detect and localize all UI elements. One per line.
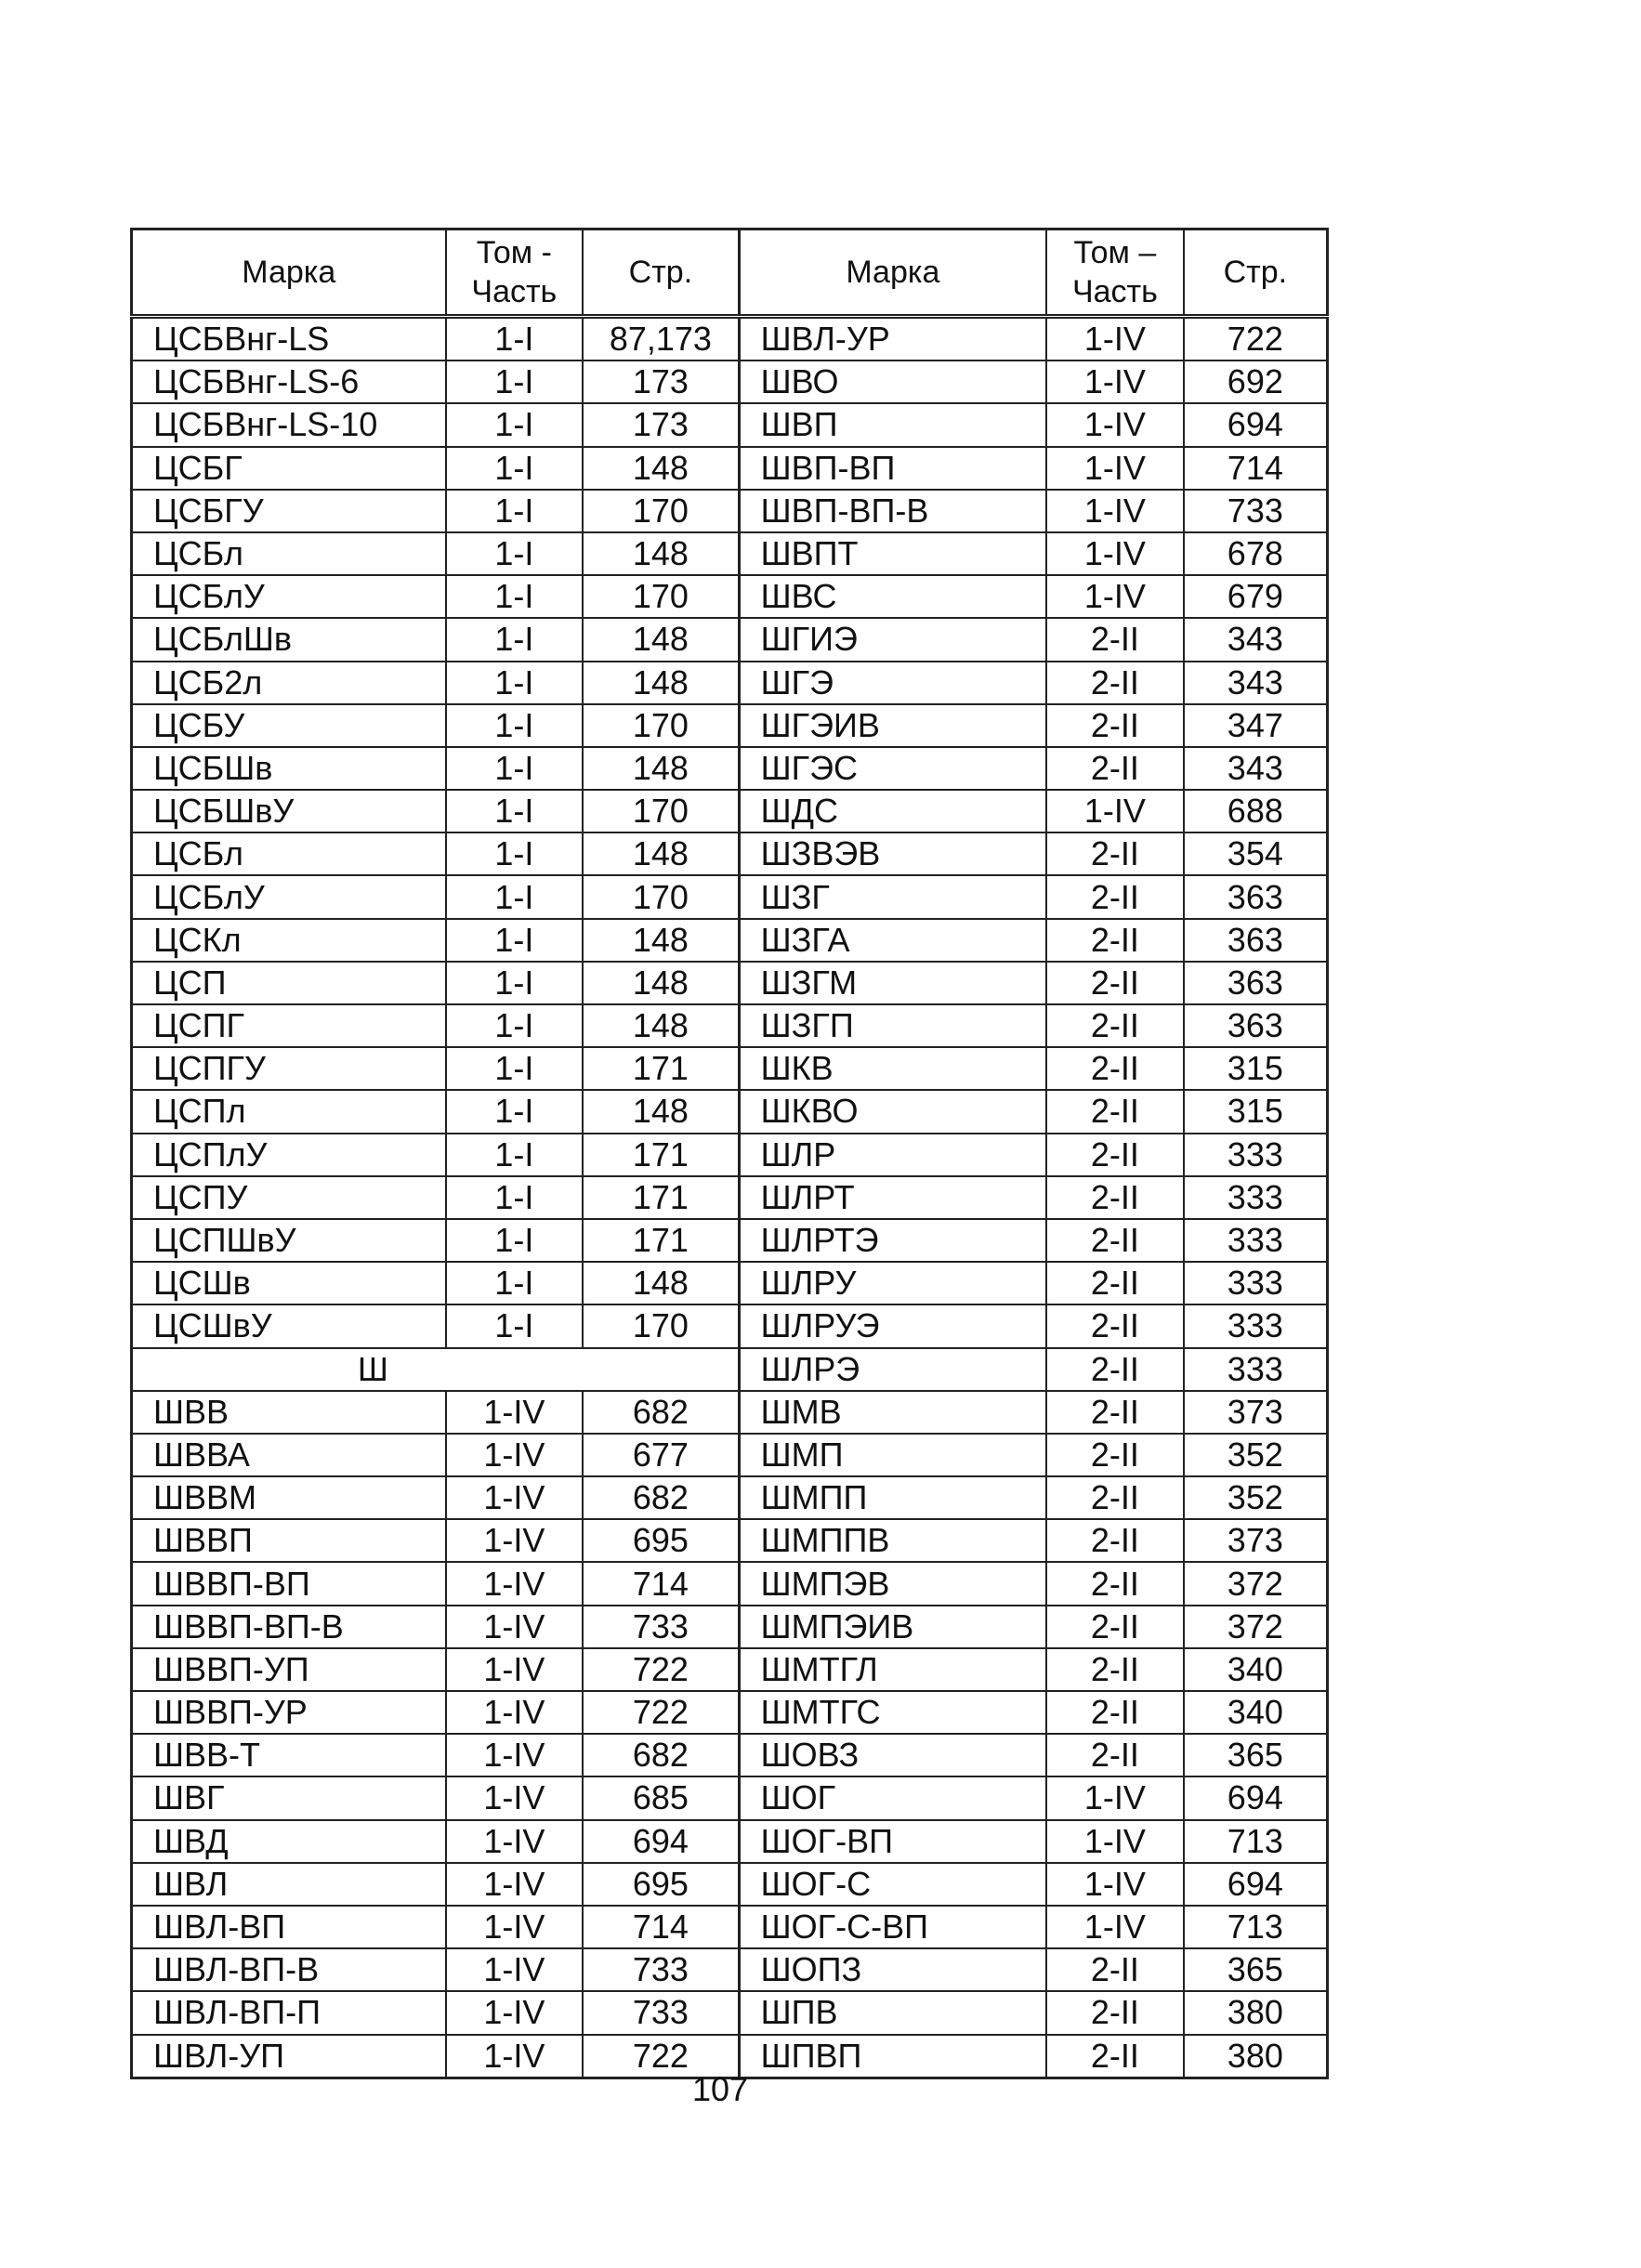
table-row	[132, 361, 1328, 403]
header-mark-left: Марка	[132, 229, 446, 317]
right-mark-cell: ШЗГП	[739, 1004, 1046, 1047]
left-mark-cell: ЦСП	[132, 962, 446, 1004]
right-page-cell: 340	[1184, 1648, 1328, 1691]
right-page-cell: 380	[1184, 1991, 1328, 2034]
left-mark-cell: ШВВП	[132, 1519, 446, 1562]
table-row	[132, 875, 1328, 918]
right-page-cell: 315	[1184, 1090, 1328, 1133]
right-volume-cell: 1-IV	[1046, 532, 1184, 575]
right-mark-cell: ШГЭС	[739, 747, 1046, 790]
left-page-cell: 682	[583, 1391, 739, 1434]
left-volume-cell: 1-I	[446, 875, 584, 918]
right-mark-cell: ШГЭИВ	[739, 704, 1046, 747]
right-mark-cell: ШМТГС	[739, 1691, 1046, 1734]
table-row	[132, 962, 1328, 1004]
left-page-cell: 171	[583, 1219, 739, 1262]
left-page-cell: 682	[583, 1734, 739, 1776]
left-volume-cell: 1-I	[446, 1004, 584, 1047]
table-body	[132, 317, 1328, 2078]
right-volume-cell: 2-II	[1046, 747, 1184, 790]
right-page-cell: 688	[1184, 790, 1328, 832]
left-volume-cell: 1-I	[446, 618, 584, 661]
table-row	[132, 1562, 1328, 1605]
left-volume-cell: 1-I	[446, 704, 584, 747]
left-mark-cell: ЦСПГ	[132, 1004, 446, 1047]
table-row	[132, 1134, 1328, 1176]
table-row	[132, 618, 1328, 661]
right-mark-cell: ШЗГМ	[739, 962, 1046, 1004]
left-mark-cell: ЦСБлУ	[132, 575, 446, 618]
left-volume-cell: 1-IV	[446, 1734, 584, 1776]
left-page-cell: 694	[583, 1820, 739, 1863]
right-page-cell: 365	[1184, 1948, 1328, 1991]
left-volume-cell: 1-I	[446, 447, 584, 490]
right-page-cell: 365	[1184, 1734, 1328, 1776]
left-mark-cell: ЦСБШвУ	[132, 790, 446, 832]
left-volume-cell: 1-I	[446, 962, 584, 1004]
left-mark-cell: ШВЛ-ВП-П	[132, 1991, 446, 2034]
right-mark-cell: ШЛРТ	[739, 1176, 1046, 1219]
right-page-cell: 713	[1184, 1820, 1328, 1863]
right-mark-cell: ШЛРУЭ	[739, 1304, 1046, 1347]
header-page-right: Стр.	[1184, 229, 1328, 317]
left-mark-cell: ЦСПУ	[132, 1176, 446, 1219]
right-page-cell: 363	[1184, 875, 1328, 918]
table-row	[132, 1176, 1328, 1219]
right-page-cell: 352	[1184, 1476, 1328, 1519]
right-mark-cell: ШЛРТЭ	[739, 1219, 1046, 1262]
right-mark-cell: ШМПЭВ	[739, 1562, 1046, 1605]
left-page-cell: 148	[583, 832, 739, 875]
right-mark-cell: ШЗГ	[739, 875, 1046, 918]
table-row	[132, 1734, 1328, 1776]
left-page-cell: 148	[583, 1262, 739, 1304]
table-row	[132, 1304, 1328, 1347]
table-row	[132, 1348, 1328, 1391]
right-mark-cell: ШВС	[739, 575, 1046, 618]
right-page-cell: 722	[1184, 317, 1328, 361]
left-mark-cell: ЦСБГ	[132, 447, 446, 490]
left-volume-cell: 1-I	[446, 1219, 584, 1262]
right-volume-cell: 1-IV	[1046, 1863, 1184, 1906]
left-page-cell: 171	[583, 1134, 739, 1176]
right-mark-cell: ШЛР	[739, 1134, 1046, 1176]
right-volume-cell: 1-IV	[1046, 1820, 1184, 1863]
left-volume-cell: 1-I	[446, 747, 584, 790]
left-volume-cell: 1-I	[446, 1304, 584, 1347]
right-volume-cell: 2-II	[1046, 1134, 1184, 1176]
left-mark-cell: ШВВМ	[132, 1476, 446, 1519]
right-page-cell: 694	[1184, 403, 1328, 446]
right-mark-cell: ШОПЗ	[739, 1948, 1046, 1991]
left-volume-cell: 1-IV	[446, 1606, 584, 1648]
right-volume-cell: 2-II	[1046, 1090, 1184, 1133]
table-row	[132, 1391, 1328, 1434]
table-row	[132, 1906, 1328, 1948]
left-page-cell: 148	[583, 919, 739, 962]
header-mark-right: Марка	[739, 229, 1046, 317]
table-row	[132, 832, 1328, 875]
table-header	[132, 229, 1328, 317]
right-volume-cell: 2-II	[1046, 704, 1184, 747]
right-page-cell: 333	[1184, 1219, 1328, 1262]
left-page-cell: 170	[583, 875, 739, 918]
left-page-cell: 148	[583, 962, 739, 1004]
left-mark-cell: ЦСБВнг-LS	[132, 317, 446, 361]
left-volume-cell: 1-I	[446, 832, 584, 875]
right-volume-cell: 2-II	[1046, 1734, 1184, 1776]
table-row	[132, 1434, 1328, 1476]
left-mark-cell: ЦСБГУ	[132, 490, 446, 532]
right-page-cell: 363	[1184, 919, 1328, 962]
right-mark-cell: ШМТГЛ	[739, 1648, 1046, 1691]
right-page-cell: 373	[1184, 1391, 1328, 1434]
table-row	[132, 490, 1328, 532]
table-row	[132, 1519, 1328, 1562]
left-mark-cell: ЦСБлШв	[132, 618, 446, 661]
right-volume-cell: 2-II	[1046, 1219, 1184, 1262]
left-volume-cell: 1-I	[446, 361, 584, 403]
right-volume-cell: 2-II	[1046, 1562, 1184, 1605]
left-mark-cell: ШВВ	[132, 1391, 446, 1434]
table-row	[132, 704, 1328, 747]
right-volume-cell: 1-IV	[1046, 575, 1184, 618]
right-mark-cell: ШВП-ВП	[739, 447, 1046, 490]
left-volume-cell: 1-I	[446, 1090, 584, 1133]
left-volume-cell: 1-I	[446, 490, 584, 532]
right-page-cell: 315	[1184, 1047, 1328, 1090]
right-mark-cell: ШМВ	[739, 1391, 1046, 1434]
right-page-cell: 692	[1184, 361, 1328, 403]
left-page-cell: 722	[583, 1691, 739, 1734]
right-page-cell: 333	[1184, 1348, 1328, 1391]
left-volume-cell: 1-IV	[446, 1562, 584, 1605]
section-letter: Ш	[132, 1348, 740, 1391]
right-volume-cell: 2-II	[1046, 832, 1184, 875]
left-page-cell: 682	[583, 1476, 739, 1519]
right-mark-cell: ШОГ	[739, 1776, 1046, 1819]
table-row	[132, 532, 1328, 575]
table-row	[132, 1691, 1328, 1734]
left-mark-cell: ЦСШв	[132, 1262, 446, 1304]
right-page-cell: 372	[1184, 1562, 1328, 1605]
left-volume-cell: 1-I	[446, 317, 584, 361]
brand-index-table	[130, 228, 1329, 2079]
right-mark-cell: ШОГ-С-ВП	[739, 1906, 1046, 1948]
right-mark-cell: ШГИЭ	[739, 618, 1046, 661]
table-row	[132, 747, 1328, 790]
right-volume-cell: 2-II	[1046, 662, 1184, 704]
right-mark-cell: ШОВЗ	[739, 1734, 1046, 1776]
right-volume-cell: 2-II	[1046, 1348, 1184, 1391]
table-row	[132, 1863, 1328, 1906]
left-mark-cell: ЦСКл	[132, 919, 446, 962]
left-page-cell: 171	[583, 1176, 739, 1219]
left-page-cell: 171	[583, 1047, 739, 1090]
left-volume-cell: 1-I	[446, 1134, 584, 1176]
left-volume-cell: 1-IV	[446, 1820, 584, 1863]
left-mark-cell: ЦСПлУ	[132, 1134, 446, 1176]
right-volume-cell: 2-II	[1046, 1434, 1184, 1476]
right-mark-cell: ШПВ	[739, 1991, 1046, 2034]
right-mark-cell: ШЛРЭ	[739, 1348, 1046, 1391]
right-volume-cell: 2-II	[1046, 919, 1184, 962]
right-mark-cell: ШВЛ-УР	[739, 317, 1046, 361]
right-mark-cell: ШЗВЭВ	[739, 832, 1046, 875]
left-page-cell: 714	[583, 1906, 739, 1948]
left-volume-cell: 1-IV	[446, 1991, 584, 2034]
table-row	[132, 1820, 1328, 1863]
right-volume-cell: 2-II	[1046, 1304, 1184, 1347]
right-page-cell: 340	[1184, 1691, 1328, 1734]
right-page-cell: 733	[1184, 490, 1328, 532]
left-page-cell: 733	[583, 1948, 739, 1991]
left-page-cell: 173	[583, 403, 739, 446]
left-volume-cell: 1-IV	[446, 1476, 584, 1519]
right-mark-cell: ШМППВ	[739, 1519, 1046, 1562]
right-page-cell: 678	[1184, 532, 1328, 575]
left-page-cell: 170	[583, 575, 739, 618]
right-page-cell: 694	[1184, 1863, 1328, 1906]
left-page-cell: 148	[583, 662, 739, 704]
left-mark-cell: ШВВП-УР	[132, 1691, 446, 1734]
table-row	[132, 575, 1328, 618]
right-volume-cell: 2-II	[1046, 1948, 1184, 1991]
left-page-cell: 148	[583, 532, 739, 575]
left-volume-cell: 1-IV	[446, 1391, 584, 1434]
left-mark-cell: ЦСБШв	[132, 747, 446, 790]
left-page-cell: 695	[583, 1519, 739, 1562]
table-row	[132, 790, 1328, 832]
left-page-cell: 695	[583, 1863, 739, 1906]
left-volume-cell: 1-IV	[446, 1648, 584, 1691]
table-row	[132, 1948, 1328, 1991]
left-volume-cell: 1-IV	[446, 1906, 584, 1948]
right-mark-cell: ШОГ-ВП	[739, 1820, 1046, 1863]
left-page-cell: 87,173	[583, 317, 739, 361]
right-page-cell: 714	[1184, 447, 1328, 490]
left-mark-cell: ЦСБВнг-LS-6	[132, 361, 446, 403]
left-mark-cell: ЦСШвУ	[132, 1304, 446, 1347]
table-row	[132, 1476, 1328, 1519]
right-volume-cell: 1-IV	[1046, 490, 1184, 532]
left-mark-cell: ШВВП-ВП	[132, 1562, 446, 1605]
right-mark-cell: ШПВП	[739, 2035, 1046, 2078]
table-row	[132, 1991, 1328, 2034]
left-page-cell: 148	[583, 1004, 739, 1047]
right-volume-cell: 1-IV	[1046, 317, 1184, 361]
left-volume-cell: 1-IV	[446, 1863, 584, 1906]
left-page-cell: 685	[583, 1776, 739, 1819]
right-page-cell: 343	[1184, 618, 1328, 661]
right-volume-cell: 2-II	[1046, 618, 1184, 661]
table-row	[132, 1047, 1328, 1090]
left-page-cell: 170	[583, 790, 739, 832]
right-volume-cell: 2-II	[1046, 1262, 1184, 1304]
right-page-cell: 333	[1184, 1262, 1328, 1304]
right-mark-cell: ШКВ	[739, 1047, 1046, 1090]
left-volume-cell: 1-I	[446, 1047, 584, 1090]
left-page-cell: 148	[583, 618, 739, 661]
left-volume-cell: 1-I	[446, 1176, 584, 1219]
left-page-cell: 733	[583, 1991, 739, 2034]
right-volume-cell: 2-II	[1046, 1991, 1184, 2034]
right-page-cell: 343	[1184, 662, 1328, 704]
right-volume-cell: 2-II	[1046, 1047, 1184, 1090]
left-mark-cell: ШВВА	[132, 1434, 446, 1476]
right-volume-cell: 2-II	[1046, 875, 1184, 918]
right-page-cell: 333	[1184, 1304, 1328, 1347]
right-mark-cell: ШВП-ВП-В	[739, 490, 1046, 532]
left-volume-cell: 1-I	[446, 790, 584, 832]
left-page-cell: 148	[583, 447, 739, 490]
left-mark-cell: ЦСПл	[132, 1090, 446, 1133]
right-volume-cell: 1-IV	[1046, 447, 1184, 490]
table-row	[132, 1648, 1328, 1691]
table-row	[132, 1219, 1328, 1262]
right-volume-cell: 1-IV	[1046, 790, 1184, 832]
header-volume-left: Том - Часть	[446, 229, 584, 317]
left-mark-cell: ЦСБл	[132, 532, 446, 575]
left-page-cell: 677	[583, 1434, 739, 1476]
table-row	[132, 919, 1328, 962]
right-page-cell: 380	[1184, 2035, 1328, 2078]
left-page-cell: 148	[583, 1090, 739, 1133]
left-volume-cell: 1-I	[446, 919, 584, 962]
table-row	[132, 1776, 1328, 1819]
left-volume-cell: 1-I	[446, 532, 584, 575]
page-number: 107	[691, 2070, 749, 2108]
left-volume-cell: 1-I	[446, 403, 584, 446]
right-mark-cell: ШМПЭИВ	[739, 1606, 1046, 1648]
right-volume-cell: 1-IV	[1046, 1906, 1184, 1948]
left-volume-cell: 1-IV	[446, 1776, 584, 1819]
header-volume-right: Том – Часть	[1046, 229, 1184, 317]
left-volume-cell: 1-I	[446, 1262, 584, 1304]
right-volume-cell: 2-II	[1046, 2035, 1184, 2078]
left-page-cell: 733	[583, 1606, 739, 1648]
left-page-cell: 714	[583, 1562, 739, 1605]
left-mark-cell: ШВГ	[132, 1776, 446, 1819]
left-mark-cell: ШВЛ-ВП	[132, 1906, 446, 1948]
right-page-cell: 373	[1184, 1519, 1328, 1562]
right-page-cell: 372	[1184, 1606, 1328, 1648]
left-volume-cell: 1-IV	[446, 1434, 584, 1476]
right-page-cell: 679	[1184, 575, 1328, 618]
left-mark-cell: ЦСБлУ	[132, 875, 446, 918]
right-volume-cell: 2-II	[1046, 1176, 1184, 1219]
left-mark-cell: ШВВП-ВП-В	[132, 1606, 446, 1648]
left-mark-cell: ШВЛ-УП	[132, 2035, 446, 2078]
right-mark-cell: ШВПТ	[739, 532, 1046, 575]
left-volume-cell: 1-I	[446, 575, 584, 618]
left-volume-cell: 1-IV	[446, 1691, 584, 1734]
right-volume-cell: 2-II	[1046, 1476, 1184, 1519]
right-mark-cell: ШВП	[739, 403, 1046, 446]
right-volume-cell: 2-II	[1046, 1648, 1184, 1691]
right-volume-cell: 2-II	[1046, 1519, 1184, 1562]
right-page-cell: 713	[1184, 1906, 1328, 1948]
right-page-cell: 694	[1184, 1776, 1328, 1819]
table-row	[132, 403, 1328, 446]
left-volume-cell: 1-IV	[446, 2035, 584, 2078]
left-volume-cell: 1-IV	[446, 1948, 584, 1991]
left-mark-cell: ЦСБВнг-LS-10	[132, 403, 446, 446]
left-mark-cell: ШВВП-УП	[132, 1648, 446, 1691]
right-volume-cell: 2-II	[1046, 962, 1184, 1004]
table-row	[132, 662, 1328, 704]
header-page-left: Стр.	[583, 229, 739, 317]
right-page-cell: 363	[1184, 962, 1328, 1004]
right-page-cell: 363	[1184, 1004, 1328, 1047]
left-volume-cell: 1-I	[446, 662, 584, 704]
right-page-cell: 333	[1184, 1134, 1328, 1176]
table-row	[132, 1262, 1328, 1304]
right-mark-cell: ШГЭ	[739, 662, 1046, 704]
table-row	[132, 1090, 1328, 1133]
left-page-cell: 148	[583, 747, 739, 790]
table-row	[132, 1004, 1328, 1047]
left-page-cell: 170	[583, 490, 739, 532]
right-volume-cell: 1-IV	[1046, 403, 1184, 446]
left-mark-cell: ШВВ-Т	[132, 1734, 446, 1776]
right-page-cell: 347	[1184, 704, 1328, 747]
left-page-cell: 170	[583, 1304, 739, 1347]
right-volume-cell: 1-IV	[1046, 1776, 1184, 1819]
left-mark-cell: ЦСПГУ	[132, 1047, 446, 1090]
left-page-cell: 173	[583, 361, 739, 403]
right-volume-cell: 2-II	[1046, 1391, 1184, 1434]
right-mark-cell: ШКВО	[739, 1090, 1046, 1133]
right-mark-cell: ШОГ-С	[739, 1863, 1046, 1906]
left-page-cell: 722	[583, 1648, 739, 1691]
table-row	[132, 447, 1328, 490]
left-page-cell: 170	[583, 704, 739, 747]
left-mark-cell: ЦСБ2л	[132, 662, 446, 704]
right-page-cell: 333	[1184, 1176, 1328, 1219]
right-mark-cell: ШЛРУ	[739, 1262, 1046, 1304]
right-page-cell: 343	[1184, 747, 1328, 790]
table-row	[132, 317, 1328, 361]
left-mark-cell: ЦСБл	[132, 832, 446, 875]
right-mark-cell: ШМПП	[739, 1476, 1046, 1519]
right-mark-cell: ШЗГА	[739, 919, 1046, 962]
left-mark-cell: ШВД	[132, 1820, 446, 1863]
right-page-cell: 352	[1184, 1434, 1328, 1476]
left-page-cell: 722	[583, 2035, 739, 2078]
left-mark-cell: ЦСБУ	[132, 704, 446, 747]
table-row	[132, 1606, 1328, 1648]
right-volume-cell: 2-II	[1046, 1606, 1184, 1648]
left-mark-cell: ШВЛ-ВП-В	[132, 1948, 446, 1991]
left-mark-cell: ЦСПШвУ	[132, 1219, 446, 1262]
left-mark-cell: ШВЛ	[132, 1863, 446, 1906]
right-volume-cell: 2-II	[1046, 1691, 1184, 1734]
right-volume-cell: 2-II	[1046, 1004, 1184, 1047]
right-mark-cell: ШВО	[739, 361, 1046, 403]
right-volume-cell: 1-IV	[1046, 361, 1184, 403]
left-volume-cell: 1-IV	[446, 1519, 584, 1562]
right-page-cell: 354	[1184, 832, 1328, 875]
right-mark-cell: ШМП	[739, 1434, 1046, 1476]
right-mark-cell: ШДС	[739, 790, 1046, 832]
